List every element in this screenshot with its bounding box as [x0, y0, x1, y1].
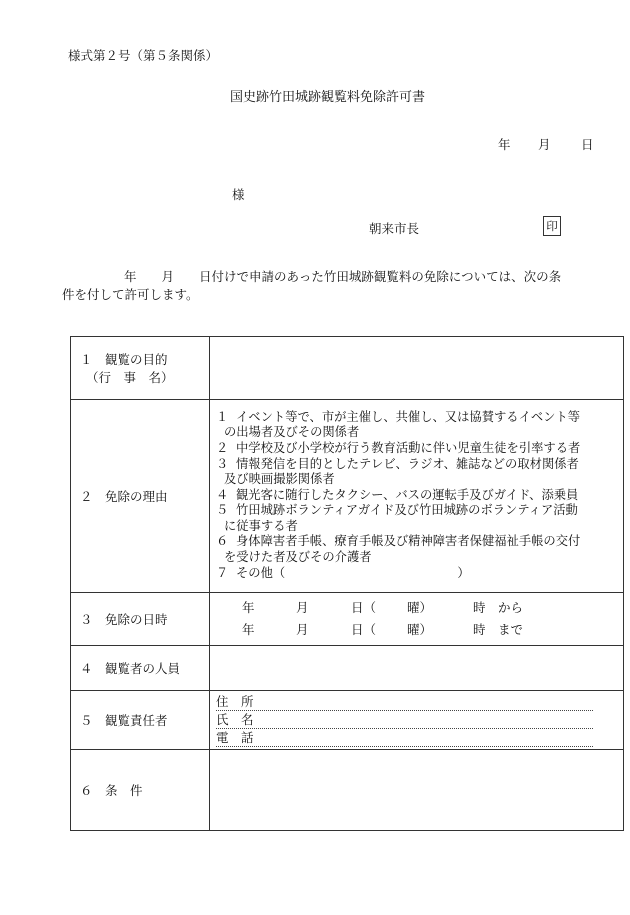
count-label-cell — [71, 646, 210, 691]
reason-text-continued: 及び映画撮影関係者 — [224, 472, 335, 487]
intro-line-1: 年 月 日付けで申請のあった竹田城跡観覧料の免除については、次の条 — [124, 269, 562, 284]
until-day: 日（ — [351, 622, 377, 637]
phone-field[interactable] — [216, 729, 593, 747]
from-label: から — [498, 600, 524, 615]
from-hour: 時 — [473, 600, 486, 615]
purpose-label-line-1: １ 観覧の目的 — [80, 352, 168, 367]
address-label: 住 所 — [216, 694, 254, 709]
from-month: 月 — [296, 600, 309, 615]
document-title: 国史跡竹田城跡観覧料免除許可書 — [230, 90, 426, 105]
responsible-label: ５ 観覧責任者 — [80, 713, 168, 728]
reason-text: 竹田城跡ボランティアガイド及び竹田城跡のボランティア活動 — [236, 503, 578, 518]
conditions-label: ６ 条 件 — [80, 783, 143, 798]
reason-label-cell — [71, 400, 210, 593]
count-value[interactable] — [210, 646, 624, 691]
reason-value — [210, 400, 624, 593]
datetime-label-cell — [71, 593, 210, 646]
reason-item[interactable] — [216, 457, 619, 488]
conditions-label-cell — [71, 750, 210, 831]
name-label: 氏 名 — [216, 712, 254, 727]
permit-table — [70, 336, 624, 831]
reason-text-continued: を受けた者及びその介護者 — [224, 550, 372, 565]
purpose-label-line-2: （行 事 名） — [86, 370, 174, 385]
conditions-value[interactable] — [210, 750, 624, 831]
reason-item[interactable] — [216, 503, 619, 534]
purpose-label — [71, 337, 210, 400]
reason-text: 身体障害者手帳、療育手帳及び精神障害者保健福祉手帳の交付 — [236, 534, 581, 549]
row-datetime — [71, 593, 624, 646]
reason-item[interactable] — [216, 441, 619, 457]
until-weekday: 曜） — [407, 622, 433, 637]
date-month: 月 — [538, 137, 551, 152]
issue-date — [498, 135, 594, 153]
datetime-from-line — [210, 597, 623, 619]
date-year: 年 — [498, 137, 511, 152]
reason-label: ２ 免除の理由 — [80, 489, 168, 504]
reason-text-continued: に従事する者 — [224, 518, 298, 533]
row-purpose — [71, 337, 624, 400]
reason-text-continued: の出場者及びその関係者 — [224, 425, 360, 440]
reason-text: イベント等で、市が主催し、共催し、又は協賛するイベント等 — [236, 409, 581, 424]
name-field[interactable] — [216, 711, 593, 729]
reason-number: ７ — [216, 565, 229, 580]
until-label: まで — [498, 622, 524, 637]
datetime-label: ３ 免除の日時 — [80, 612, 168, 627]
form-number: 様式第２号（第５条関係） — [68, 48, 219, 63]
address-field[interactable] — [216, 693, 593, 711]
reason-number: ２ — [216, 440, 229, 455]
responsible-label-cell — [71, 691, 210, 750]
reason-number: ６ — [216, 534, 229, 549]
intro-line-2: 件を付して許可します。 — [62, 287, 199, 302]
row-conditions — [71, 750, 624, 831]
row-responsible — [71, 691, 624, 750]
seal-mark: 印 — [543, 216, 561, 236]
until-month: 月 — [296, 622, 309, 637]
from-day: 日（ — [351, 600, 377, 615]
count-label: ４ 観覧者の人員 — [80, 661, 181, 676]
purpose-value[interactable] — [210, 337, 624, 400]
reason-text: 中学校及び小学校が行う教育活動に伴い児童生徒を引率する者 — [236, 440, 581, 455]
intro-text — [62, 268, 561, 304]
datetime-value[interactable] — [210, 593, 624, 646]
reason-number: ５ — [216, 503, 229, 518]
reason-number: １ — [216, 409, 229, 424]
row-visitor-count — [71, 646, 624, 691]
from-weekday: 曜） — [407, 600, 433, 615]
reason-text: 情報発信を目的としたテレビ、ラジオ、雑誌などの取材関係者 — [236, 456, 579, 471]
from-year: 年 — [242, 600, 255, 615]
issuer-name: 朝来市長 — [369, 221, 420, 236]
reason-text: 観光客に随行したタクシー、バスの運転手及びガイド、添乗員 — [236, 487, 579, 502]
date-day: 日 — [581, 137, 594, 152]
reason-item[interactable] — [216, 410, 619, 441]
until-year: 年 — [242, 622, 255, 637]
reason-list — [210, 409, 623, 584]
datetime-until-line — [210, 619, 623, 641]
reason-item[interactable] — [216, 488, 619, 504]
until-hour: 時 — [473, 622, 486, 637]
reason-number: ４ — [216, 487, 229, 502]
phone-label: 電 話 — [216, 730, 254, 745]
responsible-value — [210, 691, 624, 750]
reason-text: その他（ ） — [236, 565, 470, 580]
addressee-suffix: 様 — [232, 187, 245, 202]
reason-item[interactable] — [216, 566, 619, 582]
reason-number: ３ — [216, 456, 229, 471]
reason-item[interactable] — [216, 534, 619, 565]
row-reason — [71, 400, 624, 593]
